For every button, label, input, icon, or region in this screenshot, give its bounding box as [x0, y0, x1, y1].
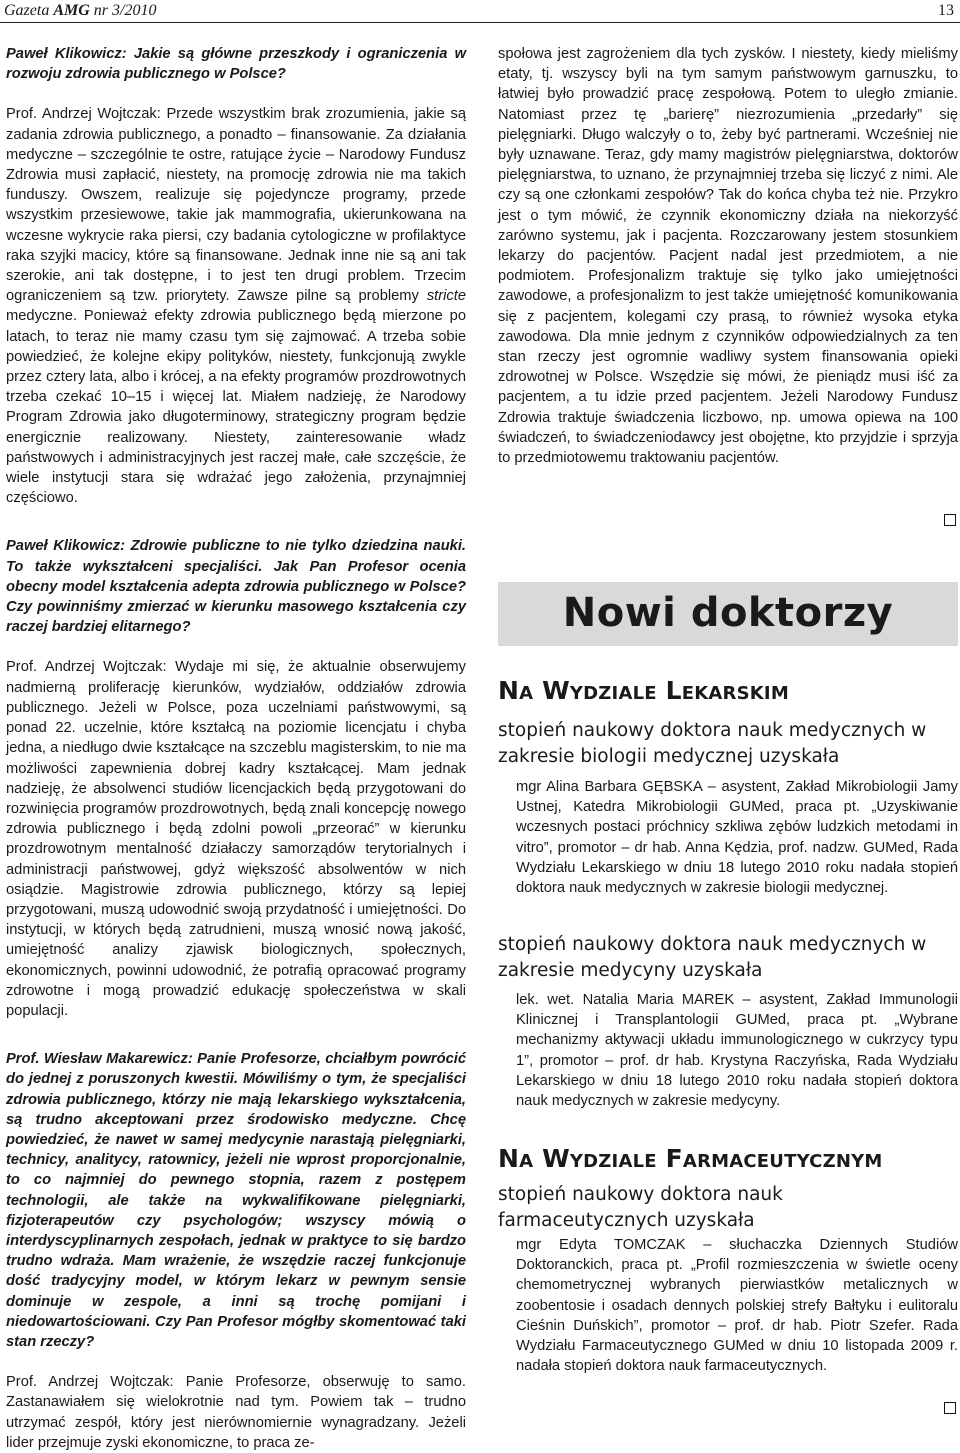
journal-prefix: Gazeta [4, 2, 54, 19]
answer-1 [6, 104, 466, 508]
header-rule [0, 22, 960, 23]
answer-1-italic: stricte [426, 288, 466, 305]
answer-1-text: Prof. Andrzej Wojtczak: Przede wszystkim brak zrozumienia, jakie są zadania zdrowia publicznego, a ponadto – finansowanie. Za działania medyczne – szczególnie te ostre, ratujące życie – Narodowy Fundusz Zdrowia musi zapłacić, niestety, na promocję zdrowia nie ma takich funduszy. Owszem, realizuje się pojedyncze programy, przede wszystkim przesiewowe, takie jak mammografia, ukierunkowana na wczesne wykrycie raka piersi, czy badania cytologiczne w profilaktyce raka szyjki macicy, które są finansowane. Jednak inne nie są ani tak szerokie, ani tak dostępne, i to jest ten drugi problem. Trzecim ograniczeniem są tzw. priorytety. Zawsze pilne są problemy [6, 106, 466, 305]
question-1: Paweł Klikowicz: Jakie są główne przeszkody i ograniczenia w rozwoju zdrowia publicznego w Polsce? [6, 46, 466, 83]
doctor-entry-2-text: lek. wet. Natalia Maria MAREK – asystent, Zakład Immunologii Klinicznej i Transplantologii GUMed, praca pt. „Wybrane mechanizmy aktywacji układu immunologicznego w cukrzycy typu 1”, promotor – prof. dr hab. Krystyna Raczyńska, Rada Wydziału Lekarskiego w dniu 18 lutego 2010 roku nadała stopień doktora nauk medycznych w zakresie medycyny. [516, 992, 958, 1110]
degree-heading-biology: stopień naukowy doktora nauk medycznych w zakresie biologii medycznej uzyskała [498, 720, 927, 767]
doctor-entry-1-text: mgr Alina Barbara GĘBSKA – asystent, Zakład Mikrobiologii Jamy Ustnej, Katedra Mikrobiologii GUMed, praca pt. „Uzyskiwanie wczesnych postaci próchnicy szkliwa zębów ludzkich metodami in vitro”, promotor – dr hab. Anna Kędzia, prof. nadzw. GUMed, Rada Wydziału Lekarskiego w dniu 18 lutego 2010 roku nadała stopień doktora nauk medycznych w zakresie biologii medycznej. [516, 779, 958, 897]
journal-bold: AMG [53, 2, 90, 19]
spacer [6, 84, 466, 104]
end-of-article-mark [944, 514, 956, 526]
question-3: Prof. Wiesław Makarewicz: Panie Profesorze, chciałbym powrócić do jednej z poruszonych kwestii. Mówiliśmy o tym, że specjaliści zdrowia publicznego, którzy nie mają lekarskiego wykształcenia, są trudno akceptowani przez środowisko medyczne. Chcę powiedzieć, że nawet w samej medycynie narastają pielęgniarki, technicy, analitycy, ratownicy, jeżeli nie wprost proporcjonalnie, to co najmniej do pewnego stopnia, razem z postępem technologii, ale także na wykwalifikowane pielęgniarki, fizjoterapeutów czy psychologów; wszyscy mówią o interdyscyplinarnych zespołach, jednak w praktyce to się bardzo trudno wdraża. Mam wrażenie, że wszędzie raczej funkcjonuje dość tradycyjny model, w którym lekarz w pewnym sensie dominuje w zespole, a inni są trochę pomijani i niedowartościowani. Czy Pan Profesor mógłby skomentować taki stan rzeczy? [6, 1051, 466, 1350]
journal-suffix: nr 3/2010 [89, 2, 157, 19]
faculty-heading-pharmacy: Na Wydziale Farmaceutycznym [498, 1144, 883, 1173]
spacer [6, 1352, 466, 1372]
new-doctors-banner [498, 582, 958, 646]
doctor-entry-3 [516, 1235, 958, 1376]
spacer [6, 637, 466, 657]
answer-2: Prof. Andrzej Wojtczak: Wydaje mi się, że aktualnie obserwujemy nadmierną proliferację kierunków, wydziałów, oddziałów zdrowia publicznego. Jeżeli w Polsce, poza uczelniami państwowymi, są ponad 22. uczelnie, które kształcą na poziomie licencjatu i chyba jedna, a niedługo dwie kształcące na szczeblu magisterskim, to nie ma możliwości zapewnienia dobrej kadry kształcącej. Mam jednak nadzieję, że absolwenci studiów licencjackich będą przygotowani do rozwinięcia programów prozdrowotnych, będą znali koncepcję nowego zdrowia publicznego i będą zdolni powoli „przeorać” w kierunku prozdrowotnym mentalność działaczy samorządów terytorialnych i administracji państwowej, gdyż większość absolwentów w nich osiądzie. Magistrowie zdrowia publicznego, którzy są lepiej przygotowani, muszą udowodnić swoją przydatność i umiejętności. Do instytucji, w których będą zatrudnieni, muszą wnosić nową jakość, umiejętność analizy zjawisk biologicznych, społecznych, ekonomicznych, powinni udowodnić, że potrafią opracować programy zdrowotne i mogą prowadzić edukację społeczeństwa w skali populacji. [6, 659, 466, 1019]
continuation-text: społowa jest zagrożeniem dla tych zysków. I niestety, kiedy mieliśmy etaty, tj. wszyscy byli na tym samym państwowym garnuszku, to łatwiej było prowadzić pracę zespołową. Potem to uległo zmianie. Natomiast przez tę „barierę” niezrozumienia „przedarły” się pielęgniarki. Długo walczyły o to, żeby być partnerami. Wcześniej nie były uznawane. Teraz, gdy mamy magistrów pielęgniarstwa, doktorów pielęgniarstwa, to uznano, że przynajmniej trzeba się liczyć z nimi. Ale czy są one członkami zespołów? Tak do końca chyba też nie. Przykro jest o tym mówić, że czynnik ekonomiczny działa na niekorzyść zarówno systemu, jak i pacjenta. Rozczarowany jestem stosunkiem lekarzy do pacjentów. Pacjent nadal jest przedmiotem, a nie podmiotem. Profesjonalizm traktuje się tylko jako umiejętności zawodowe, a profesjonalizm to jest także umiejętność komunikowania się z pacjentem, kolegami czy prasą, to również wysoka etyka zawodowa. Dla mnie jednym z czynników odpowiedzialnych za ten stan rzeczy jest ogromnie wadliwy system finansowania opieki zdrowotnej w Polsce. Wszędzie się mówi, że pieniądz musi iść za pacjentem, a tu idzie przed pacjentem. Jeżeli Narodowy Fundusz Zdrowia traktuje świadczenia liczbowo, np. umowa opiewa na 100 świadczeń, to świadczeniodawcy jest obojętne, kto przyjdzie i sprzyja to przedmiotowemu traktowaniu pacjentów. [498, 46, 958, 467]
answer-1-rest: medyczne. Ponieważ efekty zdrowia publicznego będą mierzone po latach, to teraz nie mamy czasu tym się zajmować. A trzeba sobie powiedzieć, że kolejne ekipy polityków, niestety, funkcjonują zwykle przez cztery lata, albo i krócej, a na efekty programów prozdrowotnych trzeba czekać 10–15 i więcej lat. Miałem nadzieję, że Narodowy Program Zdrowia jako długoterminowy, strategiczny program będzie energicznie realizowany. Niestety, zainteresowanie władz państwowych i administracyjnych jest raczej małe, całe szczęście, że wiele instytucji stara się wdrażać jego założenia, przynajmniej częściowo. [6, 308, 466, 507]
left-column [6, 44, 466, 1453]
journal-title [4, 2, 156, 20]
page-number: 13 [938, 2, 954, 19]
doctor-entry-2 [516, 990, 958, 1111]
page-header [0, 0, 960, 24]
faculty-heading-medical: Na Wydziale Lekarskim [498, 676, 789, 705]
degree-heading-pharmacy: stopień naukowy doktora nauk farmaceutycznych uzyskała [498, 1184, 783, 1231]
doctor-entry-1 [516, 777, 958, 898]
spacer [6, 508, 466, 536]
banner-title: Nowi doktorzy [562, 590, 894, 636]
end-of-section-mark [944, 1402, 956, 1414]
degree-heading-medicine: stopień naukowy doktora nauk medycznych w zakresie medycyny uzyskała [498, 934, 927, 981]
spacer [6, 1021, 466, 1049]
question-2: Paweł Klikowicz: Zdrowie publiczne to nie tylko dziedzina nauki. To także wykształceni specjaliści. Jak Pan Profesor ocenia obecny model kształcenia adepta zdrowia publicznego w Polsce? Czy powinniśmy zmierzać w kierunku masowego kształcenia czy raczej bardziej elitarnego? [6, 538, 466, 636]
answer-3: Prof. Andrzej Wojtczak: Panie Profesorze, obserwuję to samo. Zastanawiałem się wielokrotnie nad tym. Powiem tak – trudno utrzymać zespół, który jest nierównomiernie wynagradzany. Jeżeli lider przejmuje zyski ekonomiczne, to praca ze- [6, 1374, 466, 1451]
right-column-continuation [498, 44, 958, 468]
doctor-entry-3-text: mgr Edyta TOMCZAK – słuchaczka Dziennych Studiów Doktoranckich, praca pt. „Profil rozmieszczenia w świetle oceny chemometrycznej wybranych pierwiastków metalicznych w zoobentosie i osadach dennych polskiej strefy Bałtyku i eulitoralu Cieśnin Duńskich”, promotor – prof. dr hab. Piotr Szefer. Rada Wydziału Farmaceutycznego GUMed w dniu 10 listopada 2009 r. nadała stopień doktora nauk farmaceutycznych. [516, 1237, 958, 1375]
